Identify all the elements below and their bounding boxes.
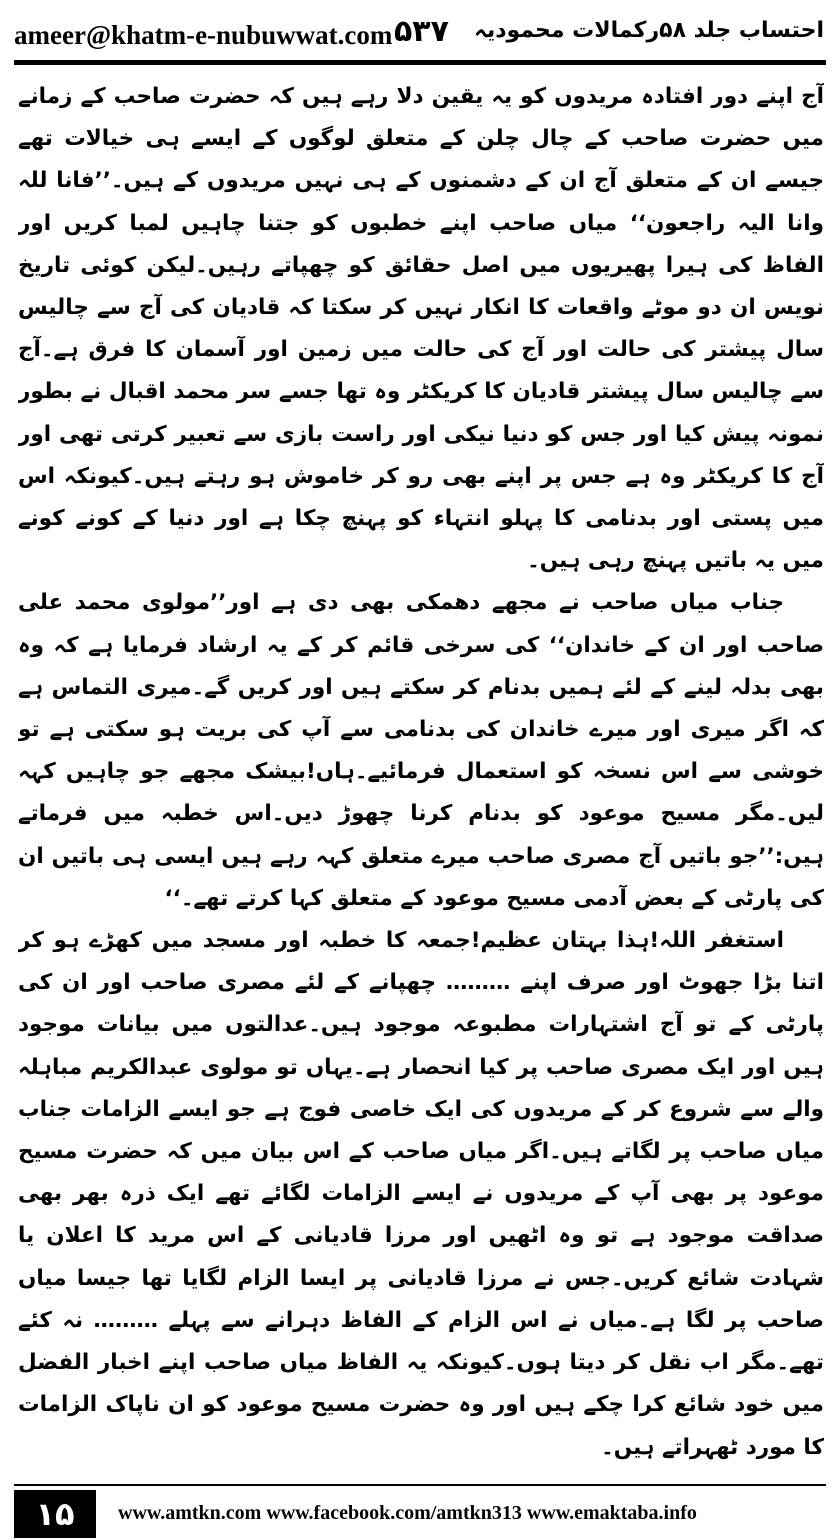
header-title: احتساب جلد ۵۸رکمالات محمودیہ (474, 18, 824, 43)
paragraph-2: جناب میاں صاحب نے مجھے دھمکی بھی دی ہے اور’’مولوی محمد علی صاحب اور ان کے خاندان‘‘ کی سرخی قائم کر کے یہ ارشاد فرمایا ہے کہ وہ بھی بدلہ لینے کے لئے ہمیں بدنام کر سکتے ہیں اور کریں گے۔میری التماس ہے کہ اگر میری اور میرے خاندان کی بدنامی سے آپ کی بریت ہو سکتی ہے تو خوشی سے اس نسخہ کو استعمال فرمائیے۔ہاں!بیشک مجھے جو چاہیں کہہ لیں۔مگر مسیح موعود کو بدنام کرنا چھوڑ دیں۔اس خطبہ میں فرماتے ہیں:’’جو باتیں آج مصری صاحب میرے متعلق کہہ رہے ہیں ایسی ہی باتیں ان کی پارٹی کے بعض آدمی مسیح موعود کے متعلق کہا کرتے تھے۔‘‘ (18, 590, 824, 911)
paragraph-3: استغفر اللہ!ہذا بہتان عظیم!جمعہ کا خطبہ اور مسجد میں کھڑے ہو کر اتنا بڑا جھوٹ اور صرف اپنے ……… چھپانے کے لئے مصری صاحب اور ان کی پارٹی کے تو آج اشتہارات مطبوعہ موجود ہیں۔عدالتوں میں بیانات موجود ہیں اور ایک مصری صاحب پر کیا انحصار ہے۔یہاں تو مولوی عبدالکریم مباہلہ والے سے شروع کر کے مریدوں کی ایک خاصی فوج ہے جو ایسے الزامات جناب میاں صاحب پر لگاتے ہیں۔اگر میاں صاحب کے اس بیان میں کہ حضرت مسیح موعود پر بھی آپ کے مریدوں نے ایسے الزامات لگائے تھے ایک ذرہ بھر بھی صداقت موجود ہے تو وہ اٹھیں اور مرزا قادیانی کے اس مرید کا اعلان یا شہادت شائع کریں۔جس نے مرزا قادیانی پر ایسا الزام لگایا تھا جیسا میاں صاحب پر لگا ہے۔میاں نے اس الزام کے الفاظ دہرانے سے پہلے ……… نہ کئے تھے۔مگر اب نقل کر دیتا ہوں۔کیونکہ یہ الفاظ میاں صاحب اپنے اخبار الفضل میں خود شائع کرا چکے ہیں اور وہ حضرت مسیح موعود کو ان ناپاک الزامات کا مورد ٹھہراتے ہیں۔ (18, 928, 824, 1460)
header-page-number: ۵۳۷ (394, 14, 449, 49)
page-body (18, 76, 824, 1466)
header-rule (14, 60, 826, 65)
footer-rule (14, 1484, 826, 1486)
paragraph-1: آج اپنے دور افتادہ مریدوں کو یہ یقین دلا رہے ہیں کہ حضرت صاحب کے زمانے میں حضرت صاحب کے چال چلن کے متعلق لوگوں کے ایسے ہی خیالات تھے جیسے ان کے متعلق آج ان کے دشمنوں کے ہی نہیں مریدوں کے ہیں۔’’فانا للہ وانا الیہ راجعون‘‘ میاں صاحب اپنے خطبوں کو جتنا چاہیں لمبا کریں اور الفاظ کی ہیرا پھیریوں میں اصل حقائق کو چھپاتے رہیں۔لیکن کوئی تاریخ نویس ان دو موٹے واقعات کا انکار نہیں کر سکتا کہ قادیان کی آج سے چالیس سال پیشتر کی حالت اور آج کی حالت میں زمین اور آسمان کا فرق ہے۔آج سے چالیس سال پیشتر قادیان کا کریکٹر وہ تھا جسے سر محمد اقبال نے بطور نمونہ پیش کیا اور جس کو دنیا نیکی اور راست بازی سے تعبیر کرتی تھی اور آج کا کریکٹر وہ ہے جس پر اپنے بھی رو کر خاموش ہو رہتے ہیں۔کیونکہ اس میں پستی اور بدنامی کا پہلو انتہاء کو پہنچ چکا ہے اور دنیا کے کونے کونے میں یہ باتیں پہنچ رہی ہیں۔ (18, 84, 824, 574)
page-header (0, 0, 840, 66)
header-email: ameer@khatm-e-nubuwwat.com (14, 20, 393, 50)
footer-links: www.amtkn.com www.facebook.com/amtkn313 www.emaktaba.info (118, 1502, 697, 1524)
footer-page-number: ۱۵ (14, 1490, 96, 1538)
